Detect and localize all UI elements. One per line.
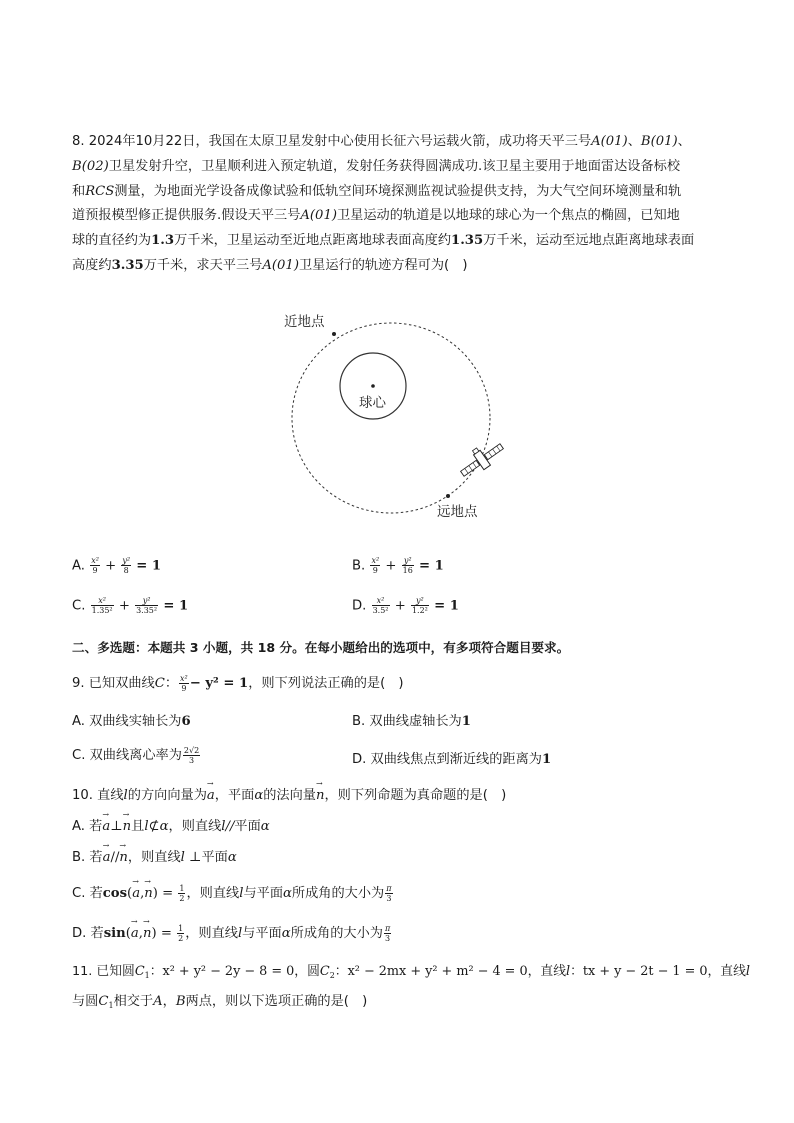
orbit-diagram bbox=[270, 310, 530, 525]
q9-option-d[interactable]: D. 双曲线焦点到渐近线的距离为1 bbox=[352, 752, 552, 767]
q8-option-b[interactable]: B. $\frac{\text{x²}}{9}$ + $\frac{\text{y²}}{16}$ = 1 bbox=[352, 556, 444, 575]
perigee-dot bbox=[332, 332, 336, 336]
satellite-icon bbox=[455, 436, 507, 482]
apogee-label: 远地点 bbox=[437, 504, 478, 520]
q10-option-b[interactable]: B. 若→ a//→ n，则直线l ⊥平面α bbox=[72, 846, 237, 865]
q11-stem-line1: 11. 已知圆$C_1$：x² + y² − 2y − 8 = 0，圆$C_2$：x² − 2mx + y² + m² − 4 = 0，直线l：tx + y − 2t − 1 = 0，直线l bbox=[72, 964, 750, 980]
perigee-label: 近地点 bbox=[284, 314, 325, 330]
q9-option-b[interactable]: B. 双曲线虚轴长为1 bbox=[352, 714, 471, 729]
q11-stem-line2: 与圆$C_1$相交于A，B两点，则以下选项正确的是( ) bbox=[72, 994, 368, 1010]
q10-option-c[interactable]: C. 若cos(→ a,→ n) = $\frac{1}{2}$ ，则直线l与平面α所成角的大小为 $\frac{\pi}{3}$ bbox=[72, 882, 394, 903]
orbit-ellipse bbox=[292, 323, 490, 513]
q9-stem: 9. 已知双曲线C： $\frac{\text{x²}}{9}$ − y² = 1，则下列说法正确的是( ) bbox=[72, 673, 404, 693]
q8-option-d[interactable]: D. $\frac{\text{x²}}{\text{3.5²}}$ + $\frac{\text{y²}}{\text{1.2²}}$ = 1 bbox=[352, 596, 459, 615]
q10-stem: 10. 直线l的方向向量为→ a，平面α的法向量→ n，则下列命题为真命题的是( ) bbox=[72, 784, 506, 803]
q9-option-c[interactable]: C. 双曲线离心率为 $\frac{2√2}{3}$ bbox=[72, 745, 200, 765]
q8-option-a[interactable]: A. $\frac{\text{x²}}{9}$ + $\frac{\text{y²}}{8}$ = 1 bbox=[72, 556, 162, 575]
apogee-dot bbox=[446, 494, 450, 498]
q8-stem: 8. 2024年10月22日，我国在太原卫星发射中心使用长征六号运载火箭，成功将天平三号A(01)、B(01)、 B(02)卫星发射升空，卫星顺利进入预定轨道，发射任务获得圆满成功.该卫星主要用于地面雷达设备标校 和RCS测量，为地面光学设备成像试验和低轨空间环境探测监视试验提供支持，为大气空间环境测量和轨 道预报模型修正提供服务.假设天平三号A(01)卫星运动的轨道是以地球的球心为一个焦点的椭圆，已知地 球的直径约为1.3万千米，卫星运动至近地点距离地球表面高度约1.35万千米，运动至远地点距离地球表面 高度约3.35万千米，求天平三号A(01)卫星运行的轨迹方程可为( ) bbox=[72, 134, 695, 273]
q9-option-a[interactable]: A. 双曲线实轴长为6 bbox=[72, 714, 191, 729]
center-label: 球心 bbox=[359, 395, 386, 411]
section-heading-multi-choice: 二、多选题：本题共 3 小题，共 18 分。在每小题给出的选项中，有多项符合题目要求。 bbox=[72, 640, 570, 655]
q10-option-a[interactable]: A. 若→ a⊥→ n且l⊄α，则直线l//平面α bbox=[72, 815, 270, 834]
q8-option-c[interactable]: C. $\frac{\text{x²}}{\text{1.35²}}$ + $\frac{\text{y²}}{\text{3.35²}}$ = 1 bbox=[72, 596, 189, 615]
earth-center-dot bbox=[371, 384, 375, 388]
q10-option-d[interactable]: D. 若sin(→ a,→ n) = $\frac{1}{2}$ ，则直线l与平面α所成角的大小为 $\frac{\pi}{3}$ bbox=[72, 922, 392, 943]
